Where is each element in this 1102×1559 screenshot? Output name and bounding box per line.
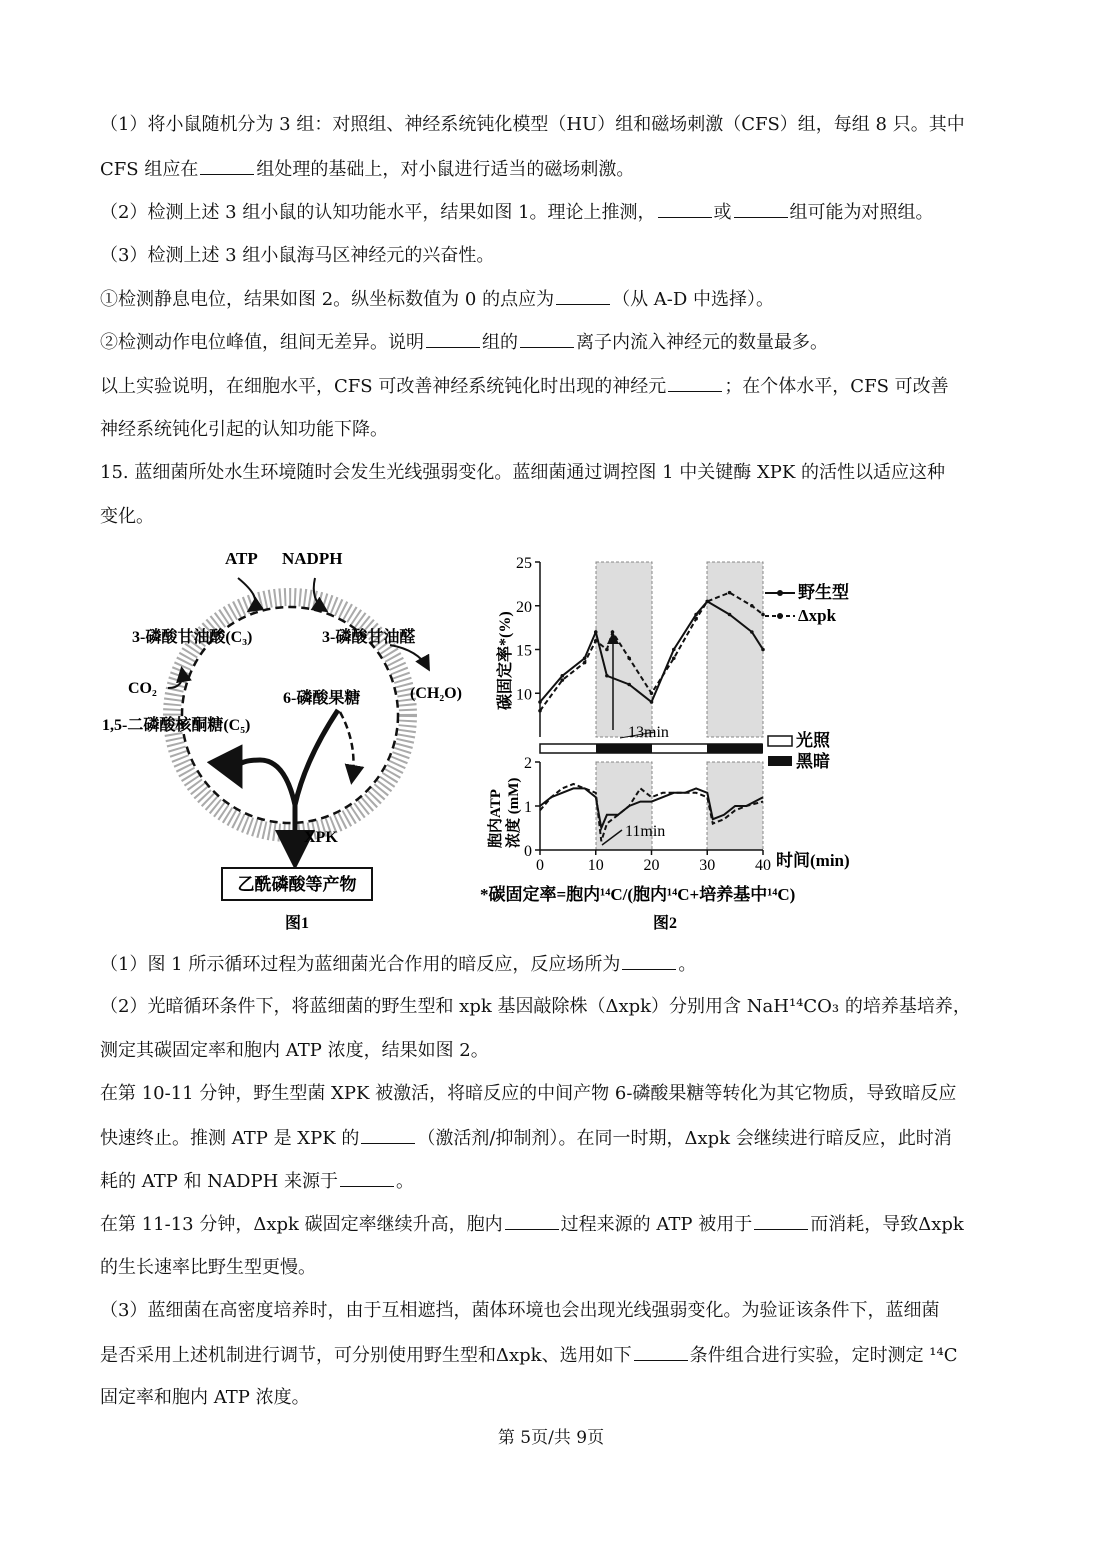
text: （1）图 1 所示循环过程为蓝细菌光合作用的暗反应，反应场所为 (100, 954, 621, 975)
c3-label: 3-磷酸甘油酸(C₃) (132, 629, 253, 646)
data-point (750, 630, 754, 634)
figure-1-caption: 图1 (284, 915, 310, 932)
g3p-label: 3-磷酸甘油醛 (322, 629, 416, 646)
bottom-y-label-1: 胞内ATP (488, 789, 504, 848)
q14-conclusion-line1 (100, 375, 949, 398)
q14-part3-b (100, 331, 828, 354)
q15-part2-line1: （2）光暗循环条件下，将蓝细菌的野生型和 xpk 基因敲除株（Δxpk）分别用含 NaH¹⁴CO₃ 的培养基培养， (100, 996, 971, 1017)
figure-1-diagram (100, 540, 480, 940)
data-point (538, 700, 542, 704)
x-tick-label: 30 (699, 857, 716, 874)
q14-part3: （3）检测上述 3 组小鼠海马区神经元的兴奋性。 (100, 245, 495, 266)
annotation-13min: 13min (628, 724, 669, 741)
co2-label: CO₂ (128, 680, 157, 697)
xpk-loop-arrow (236, 760, 295, 805)
answer-blank[interactable] (361, 1127, 415, 1144)
data-point (538, 709, 542, 713)
answer-blank[interactable] (505, 1213, 559, 1230)
q15-part1 (100, 953, 696, 976)
y-tick-label: 10 (516, 686, 532, 704)
dark-period-shade (707, 562, 763, 737)
q15-para-a-line2 (100, 1127, 952, 1150)
q15-part3-line2 (100, 1344, 958, 1367)
text: ；在个体水平，CFS 可改善 (724, 376, 949, 397)
legend-light-swatch (768, 736, 792, 746)
legend-wt-marker (777, 590, 783, 596)
y-tick-label: 1 (524, 799, 532, 816)
data-point (694, 617, 698, 621)
legend-dark-swatch (768, 756, 792, 766)
text: 或 (713, 202, 732, 223)
answer-blank[interactable] (634, 1344, 688, 1361)
answer-blank[interactable] (520, 331, 574, 348)
dark-bar-segment (707, 744, 763, 753)
data-point (627, 683, 631, 687)
legend-dark: 黑暗 (796, 752, 830, 771)
y-tick-label: 25 (516, 555, 532, 572)
dark-bar-segment (596, 744, 652, 753)
text: 在第 11-13 分钟，Δxpk 碳固定率继续升高，胞内 (100, 1214, 503, 1235)
top-y-ticks (516, 555, 540, 703)
f6p-label: 6-磷酸果糖 (283, 690, 361, 707)
atp-label: ATP (225, 549, 258, 568)
q14-part1-line2 (100, 158, 634, 181)
page-footer: 第 5页/共 9页 (497, 1428, 605, 1448)
xpk-bold-path (295, 710, 338, 805)
legend-wt: 野生型 (798, 583, 849, 602)
x-tick-label: 10 (587, 857, 604, 874)
q15-para-b-line2: 的生长速率比野生型更慢。 (100, 1257, 316, 1278)
text: 组的 (482, 332, 518, 353)
text: 离子内流入神经元的数量最多。 (576, 332, 828, 353)
data-point (594, 630, 598, 634)
data-point (594, 639, 598, 643)
text: 快速终止。推测 ATP 是 XPK 的 (100, 1128, 360, 1149)
text: CFS 组应在 (100, 159, 199, 180)
data-point (650, 691, 654, 695)
f6p-dashed-arrow (340, 712, 354, 780)
answer-blank[interactable] (658, 201, 712, 218)
q14-part1-line1: （1）将小鼠随机分为 3 组：对照组、神经系统钝化模型（HU）组和磁场刺激（CFS）组，每组 8 只。其中 (100, 114, 965, 135)
footnote: *碳固定率=胞内¹⁴C/(胞内¹⁴C+培养基中¹⁴C) (480, 885, 796, 904)
q15-part2-line2: 测定其碳固定率和胞内 ATP 浓度，结果如图 2。 (100, 1040, 489, 1061)
answer-blank[interactable] (754, 1213, 808, 1230)
data-point (728, 591, 732, 595)
x-axis-label: 时间(min) (776, 851, 850, 870)
text: 组处理的基础上，对小鼠进行适当的磁场刺激。 (256, 159, 635, 180)
answer-blank[interactable] (668, 375, 722, 392)
data-point (605, 674, 609, 678)
data-point (694, 613, 698, 617)
answer-blank[interactable] (426, 331, 480, 348)
data-point (761, 613, 765, 617)
xpk-label: XPK (304, 829, 338, 846)
answer-blank[interactable] (556, 288, 610, 305)
text: （2）检测上述 3 组小鼠的认知功能水平，结果如图 1。理论上推测， (100, 202, 656, 223)
text: ①检测静息电位，结果如图 2。纵坐标数值为 0 的点应为 (100, 289, 555, 310)
bottom-y-label-2: 浓度 (mM) (506, 777, 522, 848)
q14-part3-a (100, 288, 774, 311)
data-point (728, 613, 732, 617)
data-point (672, 656, 676, 660)
text: 条件组合进行实验，定时测定 ¹⁴C (689, 1345, 958, 1366)
y-tick-label: 20 (516, 598, 532, 616)
q15-part3-line3: 固定率和胞内 ATP 浓度。 (100, 1387, 310, 1408)
answer-blank[interactable] (622, 953, 676, 970)
text: 。 (678, 954, 697, 975)
annotation-11min: 11min (625, 823, 666, 840)
nadph-label: NADPH (282, 549, 343, 568)
q15-para-a-line3 (100, 1170, 414, 1193)
text: 。 (396, 1171, 415, 1192)
data-point (750, 604, 754, 608)
q15-intro-line2: 变化。 (100, 506, 154, 527)
data-point (761, 648, 765, 652)
text: （激活剂/抑制剂）。在同一时期，Δxpk 会继续进行暗反应，此时消 (417, 1128, 952, 1149)
q14-conclusion-line2: 神经系统钝化引起的认知功能下降。 (100, 419, 388, 440)
text: 而消耗，导致Δxpk (810, 1214, 964, 1235)
y-tick-label: 2 (524, 755, 532, 772)
text: （从 A-D 中选择）。 (612, 289, 775, 310)
text: 组可能为对照组。 (789, 202, 934, 223)
legend-light: 光照 (796, 731, 830, 750)
x-tick-label: 20 (643, 857, 660, 874)
c5-label: 1,5-二磷酸核酮糖(C₅) (102, 717, 251, 734)
q15-part3-line1: （3）蓝细菌在高密度培养时，由于互相遮挡，菌体环境也会出现光线强弱变化。为验证该条件下，蓝细菌 (100, 1300, 940, 1321)
ch2o-label: (CH₂O) (410, 685, 462, 702)
x-tick-label: 40 (755, 857, 771, 874)
q14-part2 (100, 201, 934, 224)
text: ②检测动作电位峰值，组间无差异。说明 (100, 332, 424, 353)
y-tick-label: 15 (516, 642, 532, 660)
data-point (583, 656, 587, 660)
q15-intro-line1: 15. 蓝细菌所处水生环境随时会发生光线强弱变化。蓝细菌通过调控图 1 中关键酶 XPK 的活性以适应这种 (100, 462, 946, 483)
product-label: 乙酰磷酸等产物 (237, 875, 357, 894)
data-point (650, 700, 654, 704)
text: 耗的 ATP 和 NADPH 来源于 (100, 1171, 339, 1192)
answer-blank[interactable] (200, 158, 254, 175)
top-y-label: 碳固定率*(%) (497, 611, 514, 710)
legend-xpk-marker (777, 613, 783, 619)
figure-2-caption: 图2 (652, 915, 678, 932)
answer-blank[interactable] (734, 201, 788, 218)
data-point (611, 630, 615, 634)
data-point (605, 648, 609, 652)
figure-2-charts (480, 540, 880, 940)
text: 以上实验说明，在细胞水平，CFS 可改善神经系统钝化时出现的神经元 (100, 376, 667, 397)
answer-blank[interactable] (340, 1170, 394, 1187)
q15-para-b-line1 (100, 1213, 964, 1236)
data-point (627, 656, 631, 660)
text: 过程来源的 ATP 被用于 (560, 1214, 753, 1235)
x-tick-label: 0 (536, 857, 544, 874)
text: 是否采用上述机制进行调节，可分别使用野生型和Δxpk、选用如下 (100, 1345, 632, 1366)
data-point (583, 661, 587, 665)
y-tick-label: 0 (524, 843, 532, 860)
q15-para-a-line1: 在第 10-11 分钟，野生型菌 XPK 被激活，将暗反应的中间产物 6-磷酸果糖等转化为其它物质，导致暗反应 (100, 1083, 957, 1104)
data-point (672, 648, 676, 652)
data-point (561, 678, 565, 682)
data-point (561, 674, 565, 678)
data-point (705, 600, 709, 604)
legend-xpk: Δxpk (798, 606, 837, 625)
